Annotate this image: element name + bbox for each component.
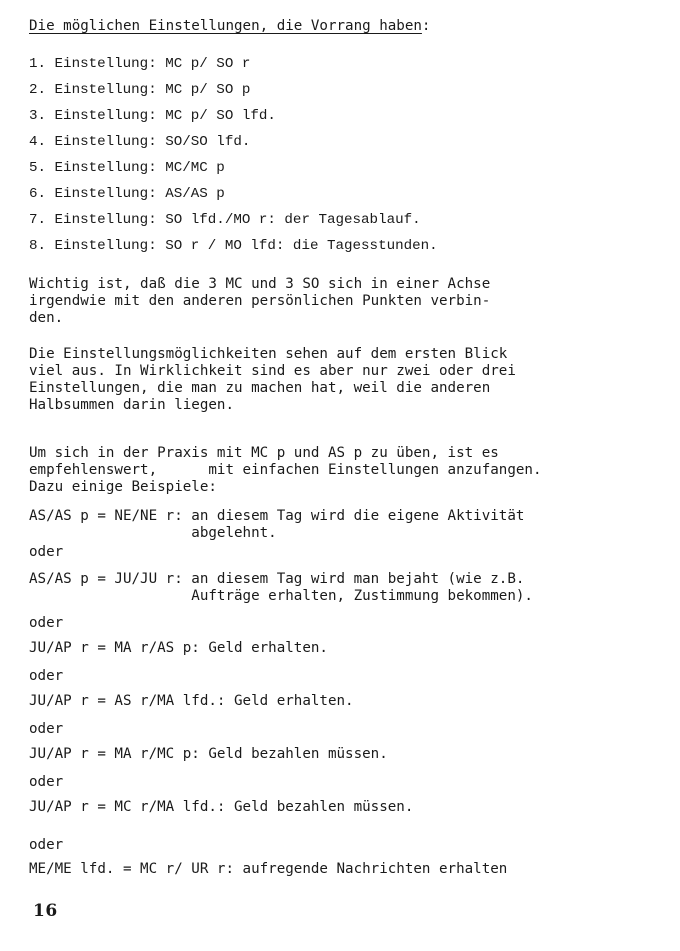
example-line: JU/AP r = MA r/AS p: Geld erhalten. [29,640,328,656]
paragraph-line: Um sich in der Praxis mit MC p und AS p zu üben, ist es [29,445,499,461]
setting-item: 4. Einstellung: SO/SO lfd. [29,134,251,150]
setting-item: 6. Einstellung: AS/AS p [29,186,225,202]
paragraph-line: Dazu einige Beispiele: [29,479,217,495]
or-separator: oder [29,774,64,790]
or-separator: oder [29,721,64,737]
paragraph-line: Einstellungen, die man zu machen hat, weil die anderen [29,380,491,396]
example-line: JU/AP r = AS r/MA lfd.: Geld erhalten. [29,693,354,709]
setting-item: 1. Einstellung: MC p/ SO r [29,56,251,72]
paragraph-line: irgendwie mit den anderen persönlichen Punkten verbin- [29,293,491,309]
example-line: JU/AP r = MA r/MC p: Geld bezahlen müssen. [29,746,388,762]
paragraph-line: Wichtig ist, daß die 3 MC und 3 SO sich in einer Achse [29,276,491,292]
or-separator: oder [29,615,64,631]
example-line: AS/AS p = NE/NE r: an diesem Tag wird die eigene Aktivität [29,508,525,524]
paragraph-line: viel aus. In Wirklichkeit sind es aber nur zwei oder drei [29,363,516,379]
paragraph-line: empfehlenswert, mit einfachen Einstellungen anzufangen. [29,462,542,478]
paragraph-line: den. [29,310,64,326]
setting-item: 2. Einstellung: MC p/ SO p [29,82,251,98]
or-separator: oder [29,837,64,853]
setting-item: 5. Einstellung: MC/MC p [29,160,225,176]
or-separator: oder [29,544,64,560]
paragraph-line: Die Einstellungsmöglichkeiten sehen auf dem ersten Blick [29,346,508,362]
page-heading [29,18,430,35]
page-number: 16 [33,901,58,921]
setting-item: 3. Einstellung: MC p/ SO lfd. [29,108,276,124]
heading-colon: : [421,18,431,34]
paragraph-line: Halbsummen darin liegen. [29,397,234,413]
example-line: abgelehnt. [29,525,277,541]
heading-underlined-text: Die möglichen Einstellungen, die Vorrang haben [29,18,422,34]
example-line: Aufträge erhalten, Zustimmung bekommen). [29,588,533,604]
setting-item: 8. Einstellung: SO r / MO lfd: die Tagesstunden. [29,238,438,254]
example-line: AS/AS p = JU/JU r: an diesem Tag wird man bejaht (wie z.B. [29,571,525,587]
setting-item: 7. Einstellung: SO lfd./MO r: der Tagesablauf. [29,212,421,228]
or-separator: oder [29,668,64,684]
example-line: ME/ME lfd. = MC r/ UR r: aufregende Nachrichten erhalten [29,861,508,877]
example-line: JU/AP r = MC r/MA lfd.: Geld bezahlen müssen. [29,799,414,815]
